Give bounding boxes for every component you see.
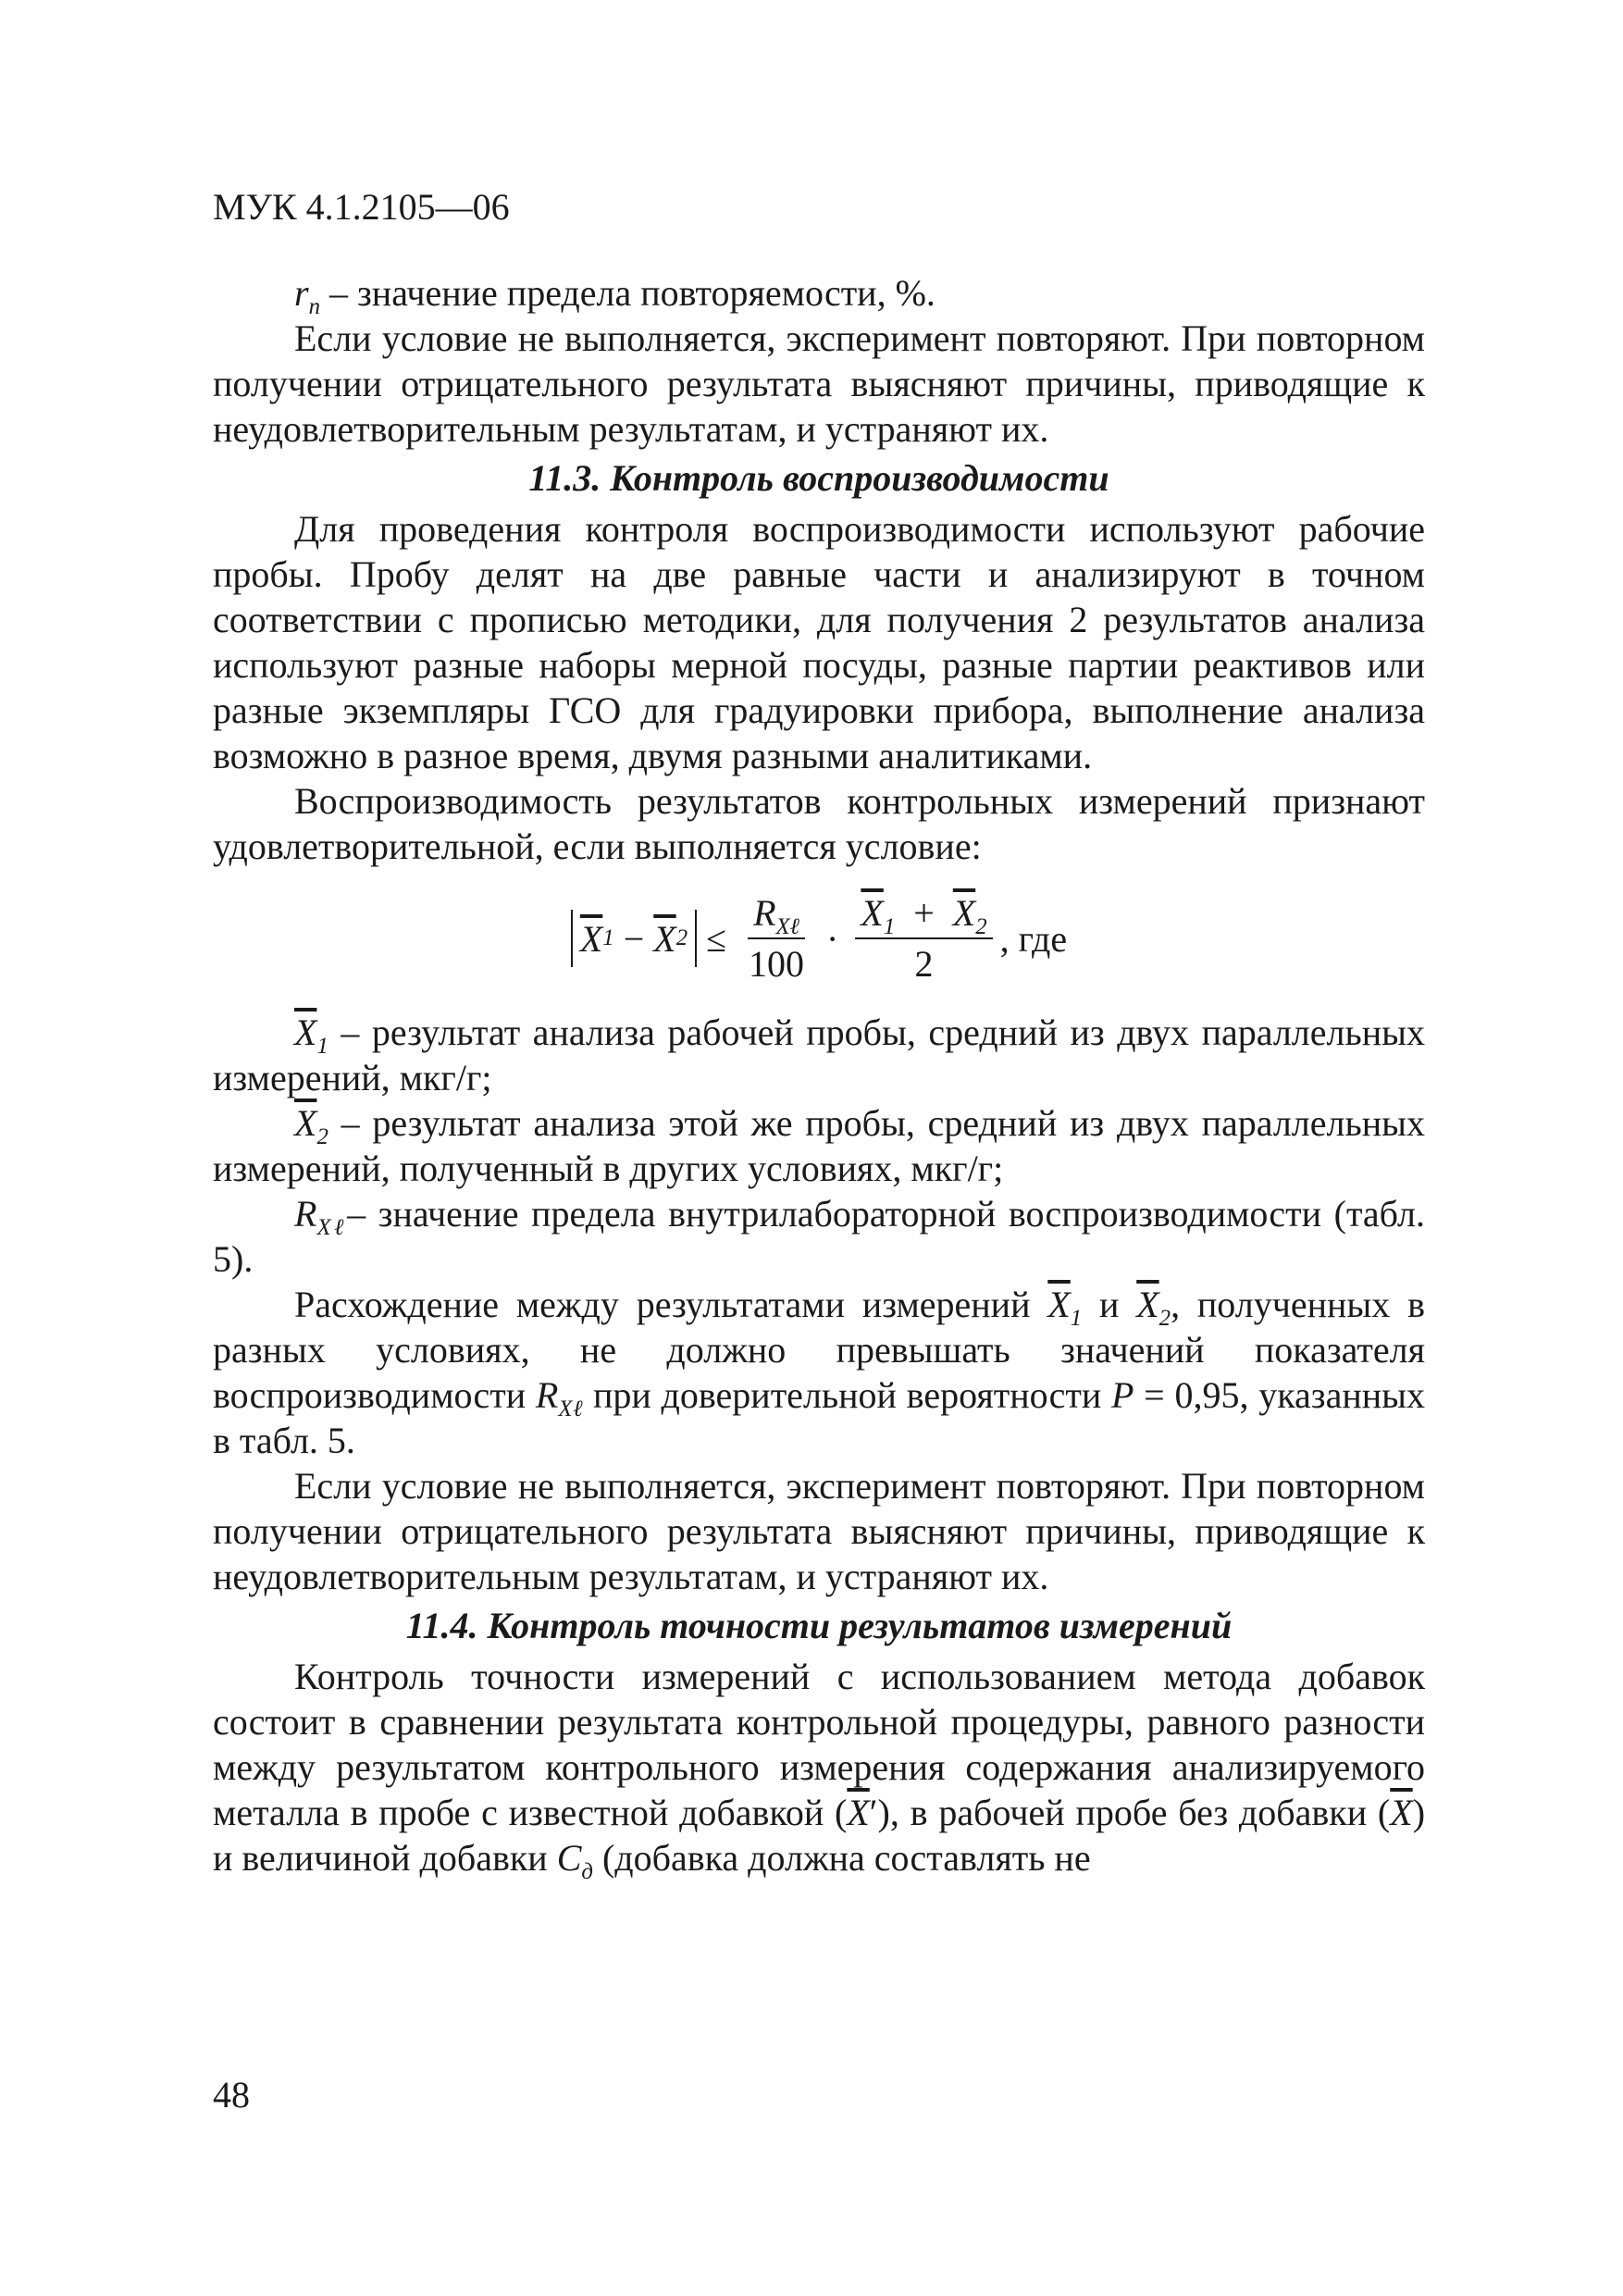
formula-where: , где xyxy=(999,917,1068,960)
reproducibility-paragraph-1: Для проведения контроля воспроизводимости используют рабочие пробы. Пробу делят на две равные части и анализируют в точном соответствии с прописью методики, для получения 2 результатов анализа используют разные наборы мерной посуды, разные партии реактивов или разные экземпляры ГСО для градуировки прибора, выполнение анализа возможно в разное время, двумя разными аналитиками. xyxy=(213,508,1425,776)
reproducibility-paragraph-2: Воспроизводимость результатов контрольных измерений признают удовлетворительной, если выполняется условие: xyxy=(213,780,1425,867)
x1-definition: $\overline{X}_1$ – результат анализа рабочей пробы, средний из двух параллельных измерений, мкг/г; xyxy=(213,1011,1425,1098)
reproducibility-formula: $\overline{X}$ 1 − $\overline{X}$ 2 ≤ $\frac{R_{X\ell}}{100}$ · $\frac{\overline{X}_1 + \overline{X}_2}{2}$ , где xyxy=(213,884,1425,993)
document-code: МУК 4.1.2105—06 xyxy=(213,186,510,228)
page-number: 48 xyxy=(213,2074,250,2116)
repeat-paragraph-1: Если условие не выполняется, эксперимент повторяют. При повторном получении отрицательного результата выясняют причины, приводящие к неудовлетворительным результатам, и устраняют их. xyxy=(213,317,1425,450)
r-definition: $R_{X\ell}-$ значение предела внутрилабораторной воспроизводимости (табл. 5). xyxy=(213,1193,1425,1280)
rn-definition: $r_n$ – значение предела повторяемости, %. xyxy=(294,272,935,319)
accuracy-paragraph: Контроль точности измерений с использованием метода добавок состоит в сравнении результата контрольной процедуры, равного разности между результатом контрольного измерения содержания анализируемого металла в пробе с известной добавкой $(\overline{X}')$, в рабочей пробе без добавки $(\overline{X})$ и величиной добавки $C_д$ (добавка должна составлять не xyxy=(213,1656,1426,1884)
heading-11-4: 11.4. Контроль точности результатов измерений xyxy=(405,1605,1233,1646)
repeat-paragraph-2: Если условие не выполняется, эксперимент повторяют. При повторном получении отрицательного результата выясняют причины, приводящие к неудовлетворительным результатам, и устраняют их. xyxy=(213,1465,1425,1597)
fraction-mean: $\frac{\overline{X}_1 + \overline{X}_2}{2}$ xyxy=(855,890,992,987)
divergence-paragraph: Расхождение между результатами измерений $\overline{X}_1$ и $\overline{X}_2$, полученных в разных условиях, не должно превышать значений показателя воспроизводимости $R_{X\ell}$ при доверительной вероятности P = 0,95, указанных в табл. 5. xyxy=(213,1284,1426,1461)
x2-definition: $\overline{X}_2$ – результат анализа этой же пробы, средний из двух параллельных измерений, полученный в других условиях, мкг/г; xyxy=(213,1102,1426,1189)
absolute-difference: $\overline{X}$ 1 − $\overline{X}$ 2 xyxy=(571,910,697,967)
fraction-r-100: $\frac{R_{X\ell}}{100}$ xyxy=(749,892,805,985)
page-body xyxy=(213,270,1426,1884)
heading-11-3: 11.3. Контроль воспроизводимости xyxy=(528,457,1109,499)
